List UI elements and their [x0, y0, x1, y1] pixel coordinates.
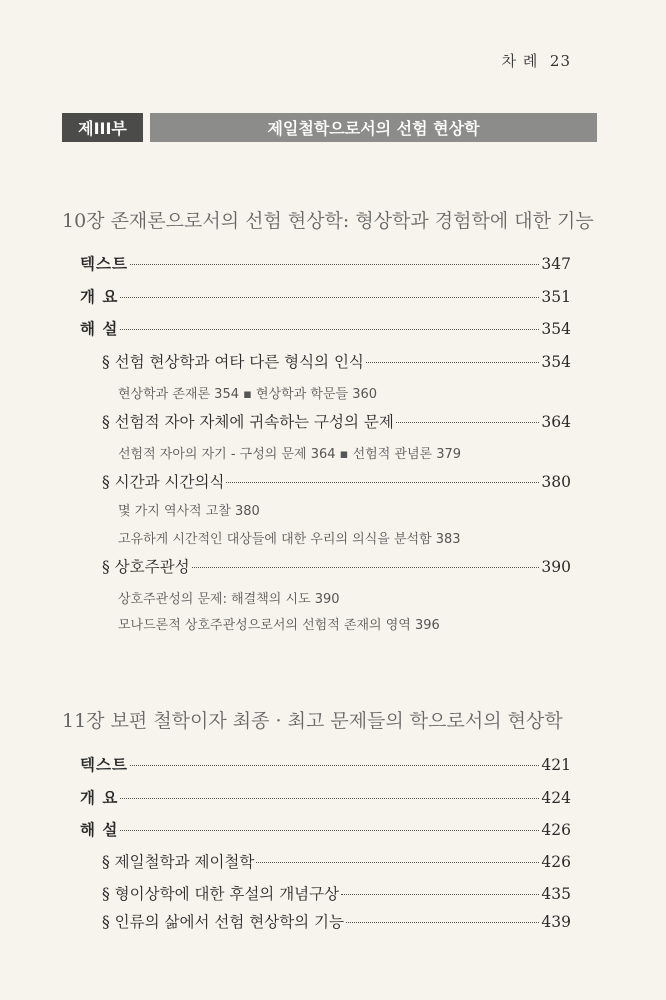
running-header	[502, 50, 571, 71]
leader-dots	[346, 922, 539, 923]
toc-entry[interactable]	[80, 252, 571, 274]
entry-page: 421	[541, 756, 571, 774]
toc-entry[interactable]	[80, 285, 571, 307]
leader-dots	[120, 830, 539, 831]
chapter-title: 11장 보편 철학이자 최종 · 최고 문제들의 학으로서의 현상학	[62, 710, 563, 732]
toc-section[interactable]	[102, 350, 571, 372]
toc-subentry: 현상학과 존재론 354 ▪ 현상학과 학문들 360	[118, 387, 378, 402]
entry-label: 해 설	[80, 320, 119, 338]
leader-dots	[120, 798, 539, 799]
leader-dots	[341, 894, 539, 895]
toc-subentry: 몇 가지 역사적 고찰 380	[118, 504, 260, 519]
entry-page: 426	[541, 821, 571, 839]
running-title: 차 례	[501, 52, 539, 70]
page-number: 23	[549, 52, 571, 70]
entry-page: 439	[541, 913, 571, 931]
leader-dots	[226, 482, 539, 483]
leader-dots	[366, 362, 539, 363]
leader-dots	[192, 567, 540, 568]
entry-label: § 선험적 자아 자체에 귀속하는 구성의 문제	[102, 413, 394, 431]
leader-dots	[130, 765, 539, 766]
entry-page: 426	[541, 853, 571, 871]
toc-entry[interactable]	[80, 753, 571, 775]
toc-entry[interactable]	[80, 317, 571, 339]
entry-page: 424	[541, 789, 571, 807]
entry-page: 354	[541, 320, 571, 338]
leader-dots	[120, 297, 539, 298]
toc-entry[interactable]	[80, 818, 571, 840]
entry-page: 354	[541, 353, 571, 371]
entry-page: 435	[541, 885, 571, 903]
entry-label: § 시간과 시간의식	[102, 473, 225, 491]
entry-label: § 인류의 삶에서 선험 현상학의 기능	[102, 913, 345, 931]
entry-label: 개 요	[80, 789, 119, 807]
entry-label: 텍스트	[80, 255, 128, 273]
leader-dots	[256, 862, 539, 863]
entry-page: 380	[541, 473, 571, 491]
part-number: 제III부	[62, 113, 143, 142]
entry-page: 364	[541, 413, 571, 431]
entry-page: 351	[541, 288, 571, 306]
toc-entry[interactable]	[80, 786, 571, 808]
toc-subentry: 선험적 자아의 자기 - 구성의 문제 364 ▪ 선험적 관념론 379	[118, 447, 462, 462]
entry-label: § 선험 현상학과 여타 다른 형식의 인식	[102, 353, 364, 371]
toc-subentry: 고유하게 시간적인 대상들에 대한 우리의 의식을 분석함 383	[118, 532, 461, 547]
leader-dots	[130, 264, 539, 265]
entry-label: 텍스트	[80, 756, 128, 774]
entry-label: 해 설	[80, 821, 119, 839]
toc-section[interactable]	[102, 410, 571, 432]
part-title: 제일철학으로서의 선험 현상학	[150, 113, 597, 142]
entry-page: 390	[541, 558, 571, 576]
entry-label: § 제일철학과 제이철학	[102, 853, 255, 871]
entry-label: § 형이상학에 대한 후설의 개념구상	[102, 885, 340, 903]
toc-subentry: 모나드론적 상호주관성으로서의 선험적 존재의 영역 396	[118, 618, 440, 633]
chapter-title: 10장 존재론으로서의 선험 현상학: 형상학과 경험학에 대한 기능	[62, 210, 594, 232]
leader-dots	[396, 422, 540, 423]
toc-section[interactable]	[102, 910, 571, 932]
toc-section[interactable]	[102, 555, 571, 577]
toc-section[interactable]	[102, 470, 571, 492]
toc-section[interactable]	[102, 850, 571, 872]
entry-label: § 상호주관성	[102, 558, 190, 576]
toc-subentry: 상호주관성의 문제: 해결책의 시도 390	[118, 592, 340, 607]
entry-page: 347	[541, 255, 571, 273]
leader-dots	[120, 329, 539, 330]
entry-label: 개 요	[80, 288, 119, 306]
toc-section[interactable]	[102, 882, 571, 904]
